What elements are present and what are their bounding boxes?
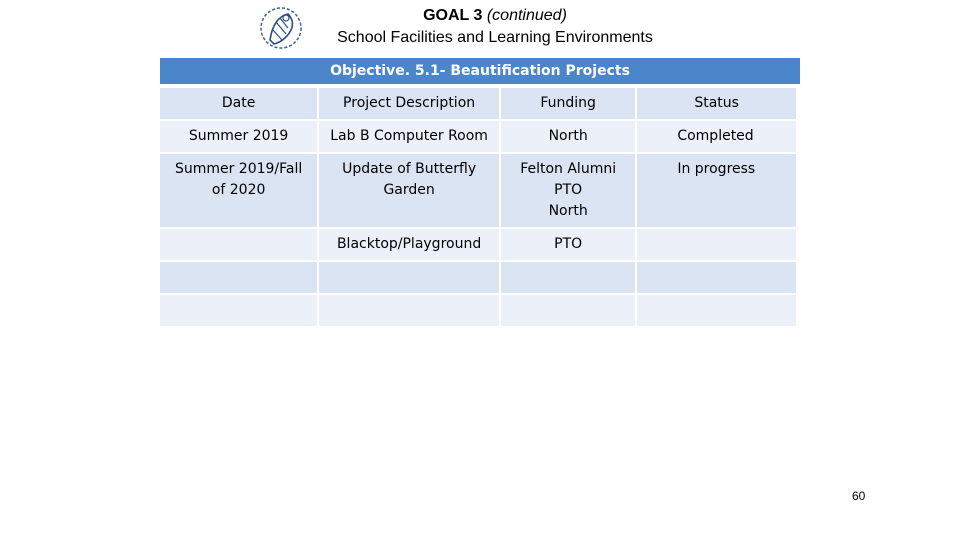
cell-text: Summer 2019/Fall — [174, 161, 303, 177]
table-header-row — [160, 88, 796, 119]
cell-text — [164, 300, 313, 321]
table-cell-funding — [501, 295, 635, 326]
table-cell-description — [319, 229, 499, 260]
table-cell-status — [637, 121, 796, 152]
table-cell-status — [637, 295, 796, 326]
objective-header: Objective. 5.1- Beautification Projects — [160, 58, 800, 84]
projects-table — [158, 86, 798, 328]
column-header: Status — [637, 88, 796, 119]
table-row — [160, 262, 796, 293]
cell-text: PTO — [554, 182, 583, 198]
column-header: Project Description — [319, 88, 499, 119]
table-cell-status — [637, 154, 796, 227]
table-cell-date — [160, 154, 317, 227]
school-seal-logo — [258, 4, 304, 52]
goal-suffix: (continued) — [486, 7, 567, 24]
table-row — [160, 154, 796, 227]
table-row — [160, 229, 796, 260]
column-header: Funding — [501, 88, 635, 119]
table-cell-funding — [501, 154, 635, 227]
table-cell-status — [637, 262, 796, 293]
cell-text: Lab B Computer Room — [330, 128, 488, 144]
table-row — [160, 295, 796, 326]
cell-text: In progress — [677, 161, 756, 177]
cell-text: North — [548, 203, 588, 219]
cell-text: Update of Butterfly — [342, 161, 477, 177]
column-header: Date — [160, 88, 317, 119]
table-cell-description — [319, 121, 499, 152]
cell-text: Garden — [383, 182, 435, 198]
cell-text: PTO — [554, 236, 583, 252]
cell-text — [677, 267, 792, 288]
table-cell-date — [160, 295, 317, 326]
cell-text — [164, 234, 313, 255]
cell-text: Blacktop/Playground — [336, 236, 482, 252]
cell-text — [677, 300, 792, 321]
table-cell-funding — [501, 229, 635, 260]
goal-label: GOAL 3 — [423, 7, 483, 24]
table-cell-status — [637, 229, 796, 260]
cell-text: of 2020 — [211, 182, 266, 198]
table-row — [160, 121, 796, 152]
table-cell-description — [319, 295, 499, 326]
cell-text: Summer 2019 — [188, 128, 289, 144]
page-subtitle: School Facilities and Learning Environments — [337, 29, 653, 46]
table-cell-funding — [501, 121, 635, 152]
page-number: 60 — [852, 489, 866, 503]
cell-text — [505, 300, 631, 321]
table-cell-description — [319, 262, 499, 293]
cell-text: Completed — [677, 128, 754, 144]
cell-text — [677, 234, 792, 255]
table-cell-date — [160, 121, 317, 152]
cell-text — [505, 267, 631, 288]
table-cell-date — [160, 229, 317, 260]
cell-text — [323, 267, 495, 288]
page-title — [300, 5, 690, 49]
cell-text: North — [548, 128, 588, 144]
table-cell-description — [319, 154, 499, 227]
cell-text: Felton Alumni — [520, 161, 617, 177]
table-cell-date — [160, 262, 317, 293]
cell-text — [323, 300, 495, 321]
cell-text — [164, 267, 313, 288]
table-cell-funding — [501, 262, 635, 293]
